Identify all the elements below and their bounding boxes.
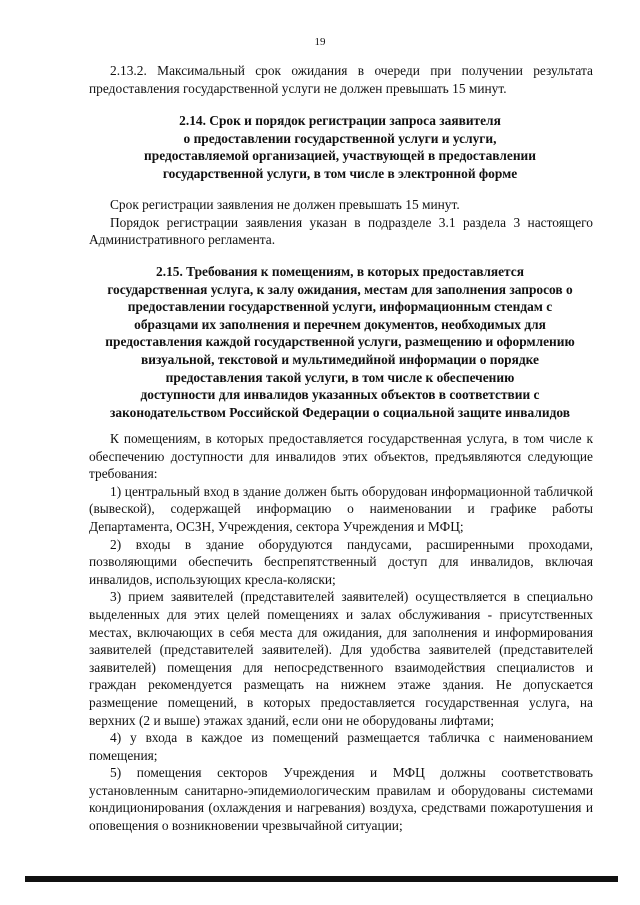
paragraph-2-14-2: Порядок регистрации заявления указан в подразделе 3.1 раздела 3 настоящего Административного регламента.	[89, 214, 593, 248]
bottom-scan-rule	[25, 876, 618, 882]
heading-2-15-line: образцами их заполнения и перечнем документов, необходимых для	[134, 316, 546, 332]
section-2-15-body	[89, 430, 593, 835]
section-2-13-2	[89, 62, 593, 97]
heading-2-14-line: 2.14. Срок и порядок регистрации запроса заявителя	[179, 113, 501, 128]
heading-2-15-line: предоставления каждой государственной услуги, размещению и оформлению	[105, 334, 575, 350]
heading-2-14-line: о предоставлении государственной услуги и услуги,	[183, 130, 497, 146]
heading-2-15-line: визуальной, текстовой и мультимедийной информации о порядке	[141, 351, 539, 367]
list-item: 4) у входа в каждое из помещений размещается табличка с наименованием помещения;	[89, 730, 593, 763]
heading-2-15-line: предоставления такой услуги, в том числе к обеспечению	[165, 369, 515, 385]
list-item: 1) центральный вход в здание должен быть оборудован информационной табличкой (вывеской), содержащей информацию о наименовании и графике работы Департамента, ОСЗН, Учреждения, сектора Учреждения и МФЦ;	[89, 483, 593, 534]
paragraph-2-13-2: 2.13.2. Максимальный срок ожидания в очереди при получении результата предоставления государственной услуги не должен превышать 15 минут.	[89, 63, 593, 96]
list-item: 3) прием заявителей (представителей заявителей) осуществляется в специально выделенных для этих целей помещениях и залах обслуживания - присутственных местах, включающих в себя места для ожидания, для заполнения и информирования заявителей (представителей заявителей). Для удобства заявителей (представителей заявителей) помещения для непосредственного взаимодействия специалистов и граждан рекомендуется размещать на нижнем этаже здания. Не допускается размещение помещений, в которых предоставляется государственная услуга, на верхних (2 и выше) этажах зданий, если они не оборудованы лифтами;	[89, 589, 593, 728]
page-number: 19	[314, 36, 326, 48]
list-item: 5) помещения секторов Учреждения и МФЦ должны соответствовать установленным санитарно-эпидемиологическим правилам и оборудованы системами кондиционирования (охлаждения и нагревания) воздуха, средствами пожаротушения и оповещения о возникновении чрезвычайной ситуации;	[89, 765, 593, 834]
heading-2-14-line: предоставляемой организацией, участвующей в предоставлении	[144, 148, 536, 164]
heading-2-15-line: доступности для инвалидов указанных объектов в соответствии с	[140, 387, 540, 403]
heading-2-14	[70, 112, 610, 182]
section-2-14-body	[89, 196, 593, 249]
list-item: 2) входы в здание оборудуются пандусами, расширенными проходами, позволяющими обеспечить беспрепятственный доступ для инвалидов, включая инвалидов, использующих кресла-коляски;	[89, 536, 593, 587]
heading-2-15-line: предоставлении государственной услуги, информационным стендам с	[127, 299, 553, 315]
heading-2-15	[70, 263, 610, 421]
heading-2-14-line: государственной услуги, в том числе в электронной форме	[162, 165, 518, 181]
paragraph-2-15-intro: К помещениям, в которых предоставляется государственная услуга, в том числе к обеспечению доступности для инвалидов этих объектов, предъявляются следующие требования:	[89, 431, 593, 482]
paragraph-2-14-1: Срок регистрации заявления не должен превышать 15 минут.	[110, 197, 460, 212]
heading-2-15-line: 2.15. Требования к помещениям, в которых предоставляется	[156, 264, 524, 279]
heading-2-15-line: государственная услуга, к залу ожидания, местам для заполнения запросов о	[107, 281, 573, 297]
heading-2-15-line: законодательством Российской Федерации о социальной защите инвалидов	[110, 404, 570, 420]
